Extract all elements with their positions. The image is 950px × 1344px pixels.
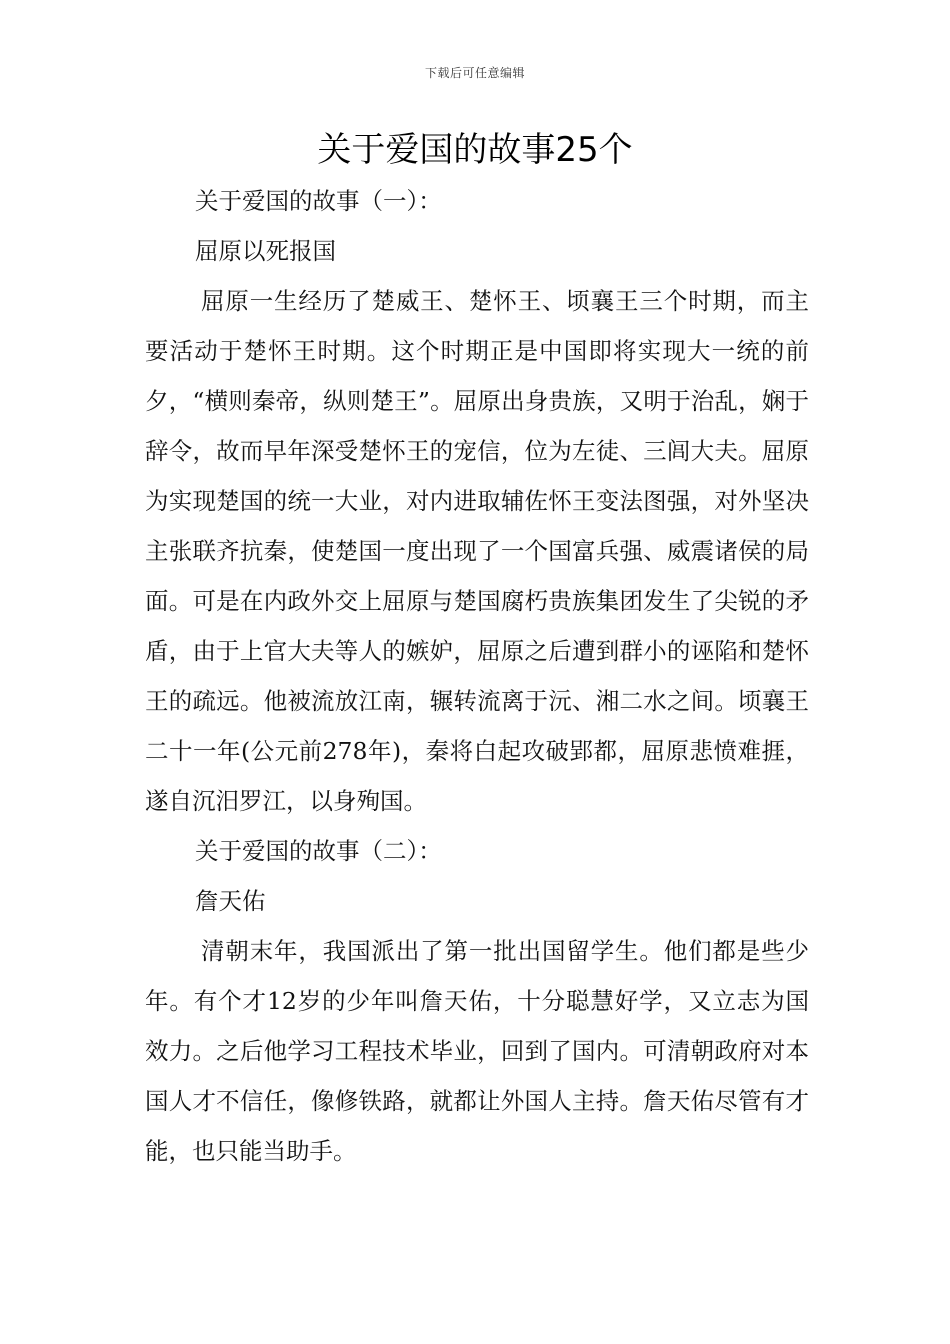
section-1-subtitle: 屈原以死报国 — [195, 237, 336, 265]
section-1-paragraph: 屈原一生经历了楚威王、楚怀王、顷襄王三个时期，而主要活动于楚怀王时期。这个时期正是中国即将实现大一统的前夕，“横则秦帝，纵则楚王”。屈原出身贵族，又明于治乱，娴于辞令，故而早年深受楚怀王的宠信，位为左徒、三闾大夫。屈原为实现楚国的统一大业，对内进取辅佐怀王变法图强，对外坚决主张联齐抗秦，使楚国一度出现了一个国富兵强、威震诸侯的局面。可是在内政外交上屈原与楚国腐朽贵族集团发生了尖锐的矛盾，由于上官大夫等人的嫉妒，屈原之后遭到群小的诬陷和楚怀王的疏远。他被流放江南，辗转流离于沅、湘二水之间。顷襄王二十一年(公元前278年)，秦将白起攻破郢都，屈原悲愤难捱，遂自沉汨罗江，以身殉国。 — [145, 287, 809, 815]
document-title: 关于爱国的故事25个 — [317, 130, 633, 170]
section-2-heading: 关于爱国的故事（二）： — [195, 837, 442, 865]
section-2-subtitle: 詹天佑 — [195, 887, 266, 915]
section-1-heading: 关于爱国的故事（一）： — [195, 187, 442, 215]
document-body — [145, 176, 809, 1176]
section-2-paragraph: 清朝末年，我国派出了第一批出国留学生。他们都是些少年。有个才12岁的少年叫詹天佑，十分聪慧好学，又立志为国效力。之后他学习工程技术毕业，回到了国内。可清朝政府对本国人才不信任，像修铁路，就都让外国人主持。詹天佑尽管有才能，也只能当助手。 — [145, 937, 809, 1165]
header-note: 下载后可任意编辑 — [424, 66, 525, 80]
